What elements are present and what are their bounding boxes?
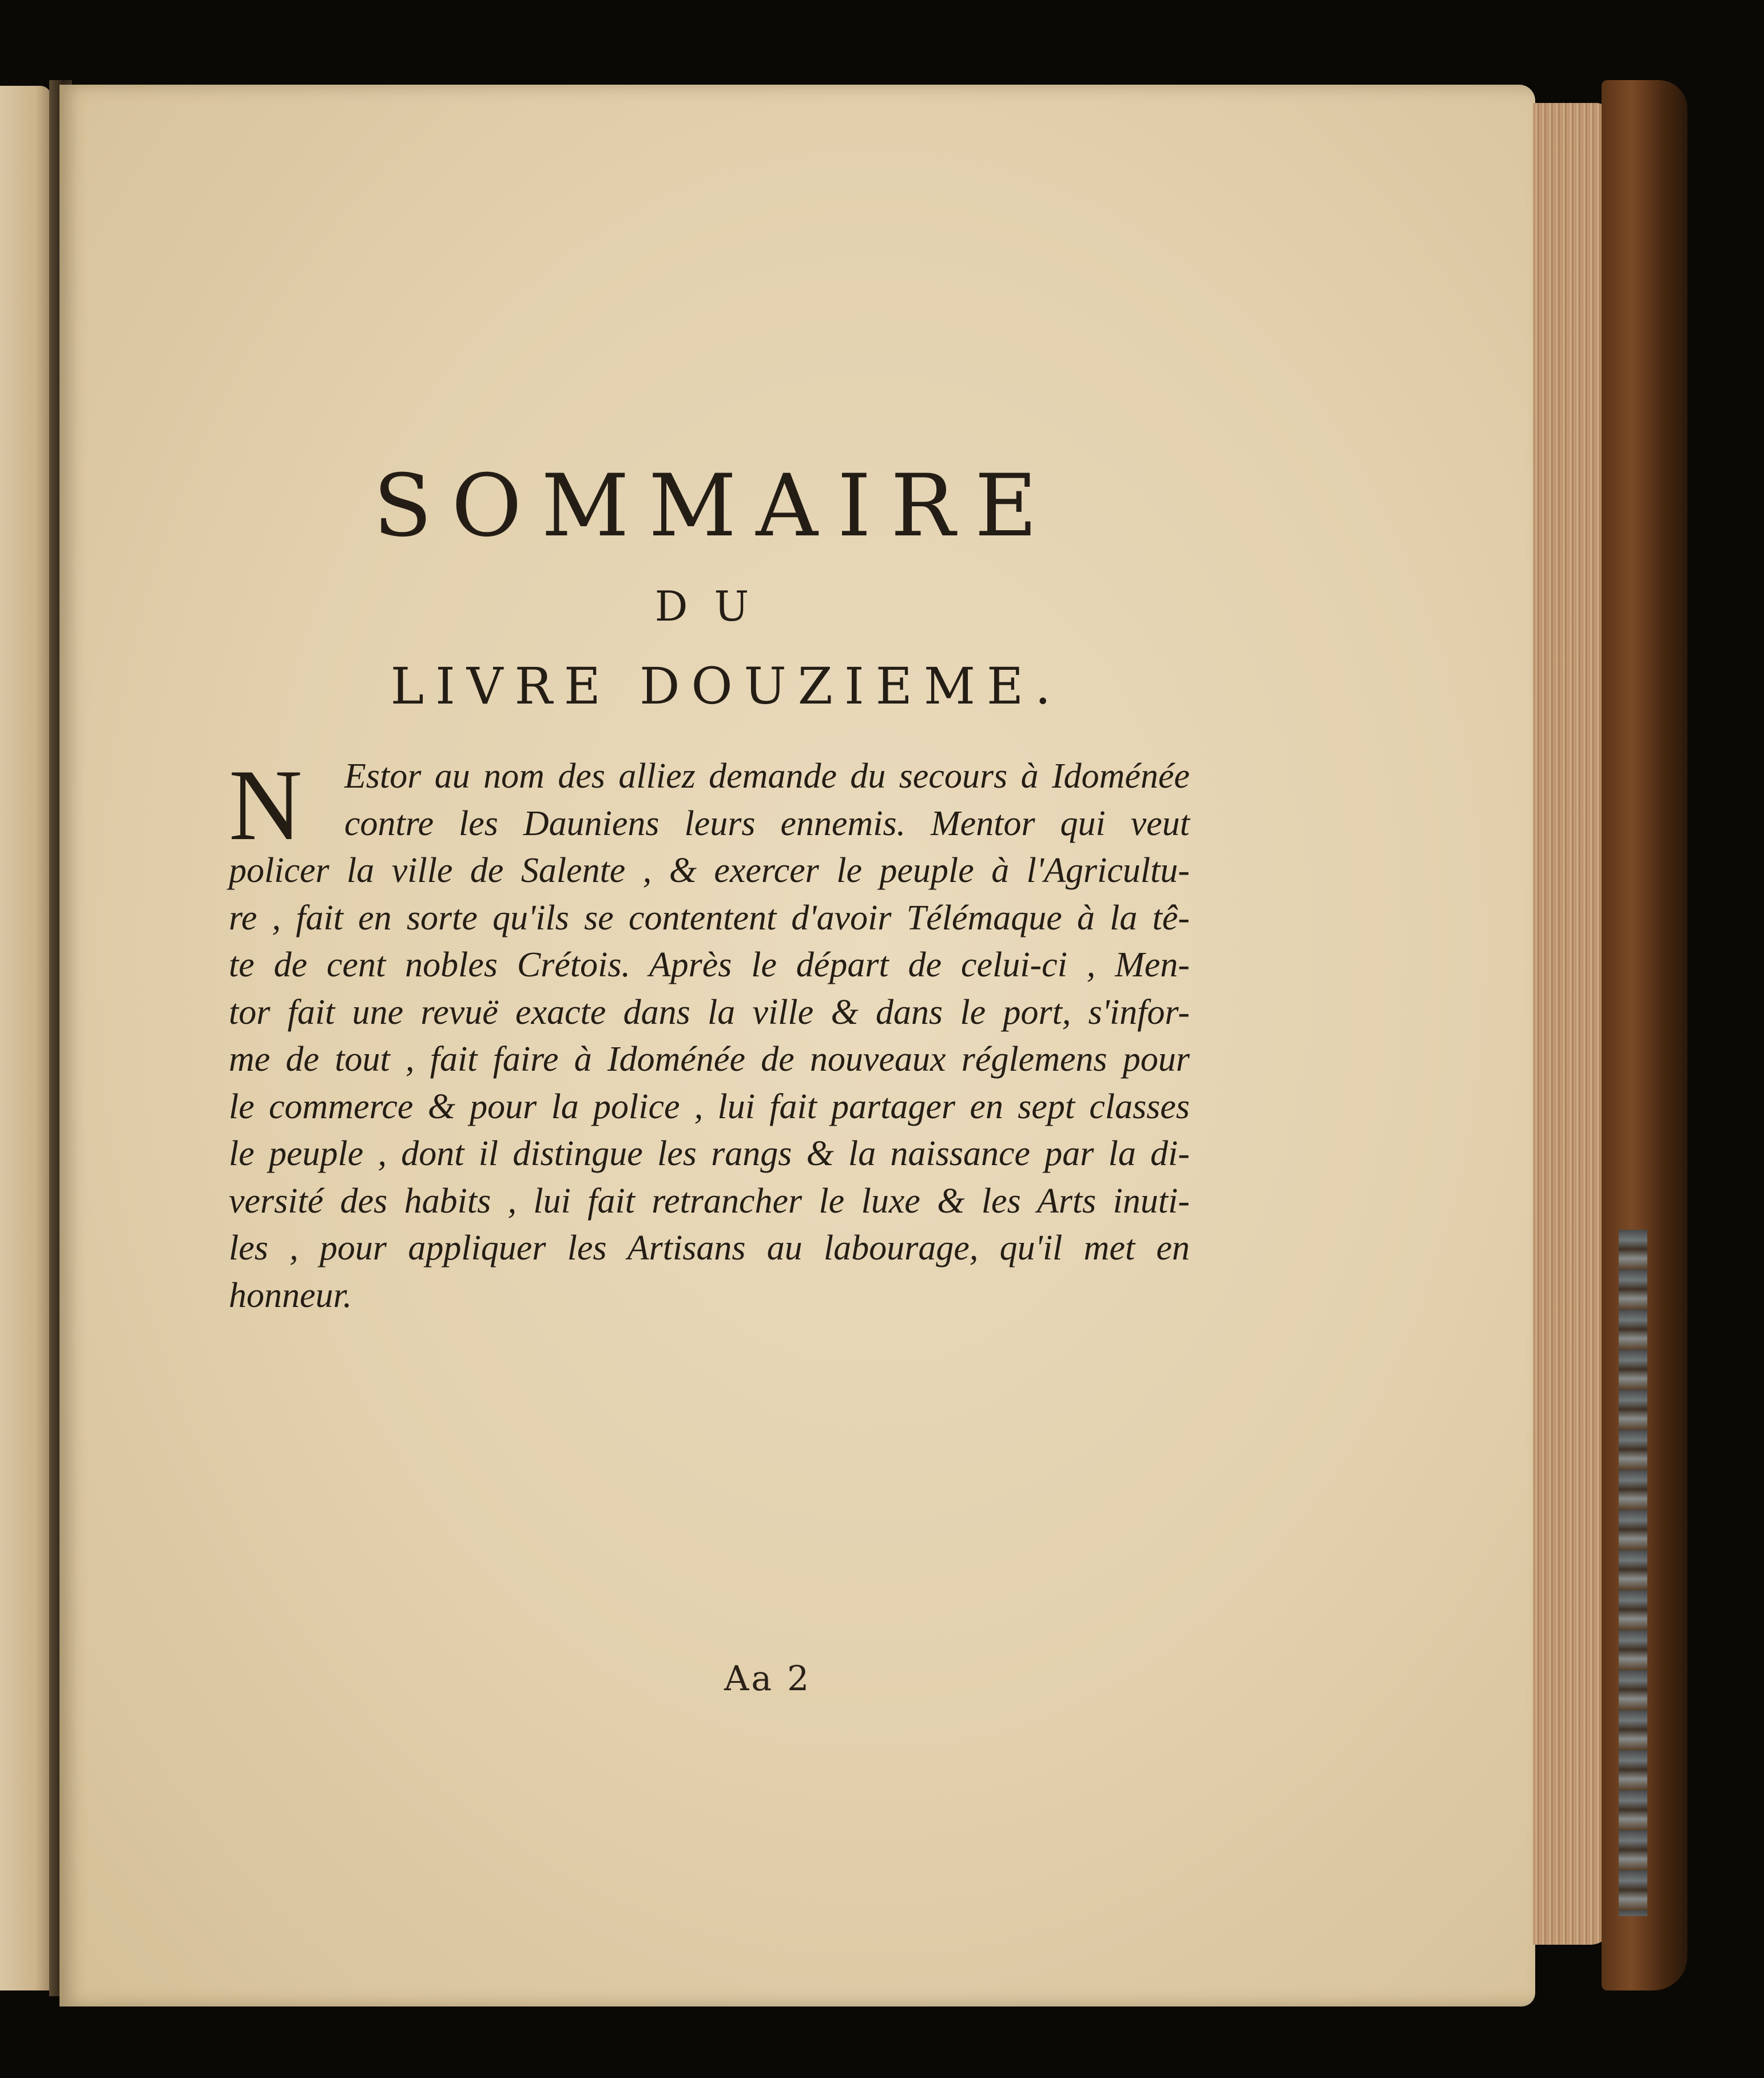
summary-line: tor fait une revuë exacte dans la ville & dans le port, s'infor-: [229, 992, 1190, 1032]
summary-line: Estor au nom des alliez demande du secours à Idoménée: [344, 757, 1190, 796]
summary-line: les , pour appliquer les Artisans au labourage, qu'il met en: [229, 1229, 1190, 1268]
book-heading: LIVRE DOUZIEME.: [390, 657, 1063, 716]
signature-mark: Aa 2: [724, 1659, 812, 1699]
summary-line: le commerce & pour la police , lui fait partager en sept classes: [229, 1087, 1190, 1126]
summary-line: versité des habits , lui fait retrancher le luxe & les Arts inuti-: [229, 1181, 1190, 1221]
summary-line: re , fait en sorte qu'ils se contentent d'avoir Télémaque à la tê-: [229, 898, 1190, 937]
summary-line: le peuple , dont il distingue les rangs & la naissance par la di-: [229, 1134, 1190, 1173]
summary-paragraph: [229, 748, 1190, 1319]
title-connector: DU: [654, 582, 776, 630]
summary-line: te de cent nobles Crétois. Après le départ de celui-ci , Men-: [229, 945, 1190, 984]
summary-line: me de tout , fait faire à Idoménée de nouveaux réglemens pour: [229, 1040, 1190, 1079]
summary-line: policer la ville de Salente , & exercer le peuple à l'Agricultu-: [229, 851, 1190, 890]
drop-cap: N: [229, 748, 303, 861]
summary-line: honneur.: [229, 1276, 352, 1315]
summary-line: contre les Dauniens leurs ennemis. Mentor qui veut: [344, 804, 1190, 843]
page-title: SOMMAIRE: [373, 456, 1057, 556]
